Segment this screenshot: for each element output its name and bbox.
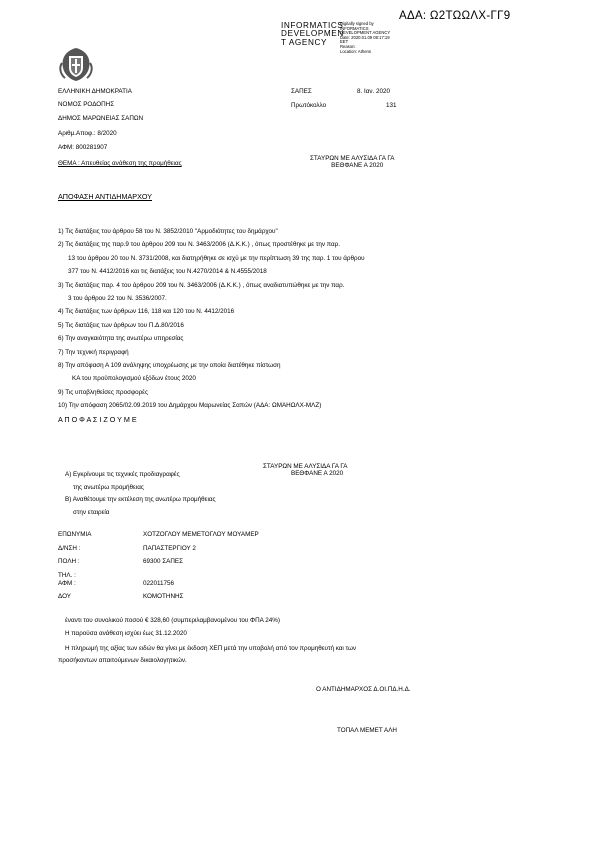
ada-header: ΑΔΑ: Ω2ΤΩΩΛΧ-ΓΓ9: [399, 10, 511, 22]
amount-line: έναντι του συνολικού ποσού € 328,60 (συμπεριλαμβανομένου του ΦΠΑ 24%): [65, 617, 280, 624]
vendor-label: ΑΦΜ :: [58, 580, 76, 587]
signer-name: ΤΟΠΑΛ ΜΕΜΕΤ ΑΛΗ: [337, 727, 397, 734]
decision-number: Αριθμ.Αποφ.: 8/2020: [58, 130, 117, 137]
consideration-item: 9) Τις υποβληθείσες προσφορές: [58, 388, 149, 396]
date: 8. Ιαν. 2020: [357, 88, 391, 95]
vendor-label: ΠΟΛΗ :: [58, 558, 80, 565]
stamp-top: [310, 155, 394, 169]
prefecture-name: ΝΟΜΟΣ ΡΟΔΟΠΗΣ: [58, 101, 115, 108]
stamp-line: ΒΕΘΦΑΝΕ Α 2020: [291, 470, 344, 477]
signature-line: Location: Athens: [340, 48, 371, 54]
vendor-label: ΔΟΥ: [58, 593, 71, 600]
consideration-item: 4) Τις διατάξεις των άρθρων 116, 118 και 120 του Ν. 4412/2016: [58, 308, 235, 316]
stamp-line: ΒΕΘΦΑΝΕ Α 2020: [331, 162, 384, 169]
consideration-item: 5) Τις διατάξεις των άρθρων του Π.Δ.80/2016: [58, 321, 184, 329]
decisions-list: [65, 469, 216, 519]
signature-line: Reason:: [340, 43, 356, 49]
agency-line: DEVELOPMEN: [281, 29, 344, 39]
vendor-label: ΕΠΩΝΥΜΙΑ: [58, 531, 92, 538]
considerations-list: [58, 225, 365, 413]
stamp-mid: [263, 463, 347, 477]
payment-line: προσήκοντων απαιτούμενων δικαιολογητικών.: [58, 657, 187, 664]
digital-signature-details: [340, 22, 390, 54]
consideration-item: 377 του Ν. 4412/2016 και τις διατάξεις του Ν.4270/2014 & Ν.4555/2018: [68, 268, 267, 276]
consideration-item: 3) Τις διατάξεις παρ. 4 του άρθρου 209 του Ν. 3463/2006 (Δ.Κ.Κ.) , όπως αναδιατυπώθηκε με την παρ.: [58, 281, 345, 289]
consideration-item: 10) Την απόφαση 2065/02.09.2019 του Δημάρχου Μαρωνείας Σαπών (ΑΔΑ: ΩΜΑΗΩΛΧ-ΜΛΖ): [58, 402, 322, 410]
signature-line: EET: [340, 39, 349, 45]
place: ΣΑΠΕΣ: [291, 88, 312, 95]
municipality-name: ΔΗΜΟΣ ΜΑΡΩΝΕΙΑΣ ΣΑΠΩΝ: [58, 115, 144, 122]
decision-item: Β) Αναθέτουμε την εκτέλεση της ανωτέρω προμήθειας: [65, 496, 216, 503]
consideration-item: 8) Την απόφαση Α 109 ανάληψης υποχρέωσης με την οποία διατέθηκε πίστωση: [58, 362, 281, 370]
subject-line: ΘΕΜΑ : Απευθείας ανάθεση της προμήθειας: [58, 160, 182, 167]
stamp-line: ΣΤΑΥΡΩΝ ΜΕ ΑΛΥΣΙΔΑ ΓΑ ΓΑ: [310, 155, 395, 162]
payment-terms: [58, 643, 357, 667]
vendor-value: 69300 ΣΑΠΕΣ: [143, 558, 183, 565]
consideration-item: ΚΑ του προϋπολογισμού εξόδων έτους 2020: [72, 375, 196, 383]
signature-line: Date: 2020.01.09 08:17:19: [340, 34, 390, 40]
coat-of-arms-icon: [56, 43, 96, 85]
agency-name: [281, 22, 344, 47]
vendor-value: 022011756: [143, 580, 175, 587]
vendor-value: ΚΟΜΟΤΗΝΗΣ: [143, 593, 184, 600]
consideration-item: 2) Τις διατάξεις της παρ.9 του άρθρου 209 του Ν. 3463/2006 (Δ.Κ.Κ.) , όπως προστέθηκε με την παρ.: [58, 241, 340, 249]
tax-id: ΑΦΜ: 800281907: [58, 144, 108, 151]
vendor-label: Δ/ΝΣΗ :: [58, 545, 81, 552]
consideration-item: 1) Τις διατάξεις του άρθρου 58 του Ν. 3852/2010 "Αρμοδιότητες του δημάρχου": [58, 228, 278, 235]
payment-line: Η πληρωμή της αξίας των ειδών θα γίνει με έκδοση ΧΕΠ μετά την υποβολή από τον προμηθευτή και των: [65, 645, 357, 652]
decide-heading: Α Π Ο Φ Α Σ Ι Ζ Ο Υ Μ Ε: [58, 415, 137, 424]
protocol-number: 131: [386, 102, 397, 109]
signature-line: DEVELOPMENT AGENCY: [340, 30, 391, 36]
consideration-item: 6) Την αναγκαιότητα της ανωτέρω υπηρεσίας: [58, 335, 184, 343]
decision-item: της ανωτέρω προμήθειας: [73, 483, 144, 491]
signer-title: Ο ΑΝΤΙΔΗΜΑΡΧΟΣ Δ.ΟΙ.ΠΔ.Η.Δ.: [316, 686, 411, 693]
protocol-label: Πρωτόκολλο: [291, 102, 327, 109]
document-title: ΑΠΟΦΑΣΗ ΑΝΤΙΔΗΜΑΡΧΟΥ: [58, 192, 153, 201]
consideration-item: 7) Την τεχνική περιγραφή: [58, 348, 129, 356]
decision-item: στην εταιρεία: [73, 508, 110, 516]
vendor-label: ΤΗΛ. :: [58, 572, 76, 579]
decision-item: Α) Εγκρίνουμε τις τεχνικές προδιαγραφές: [65, 471, 180, 478]
consideration-item: 3 του άρθρου 22 του Ν. 3536/2007.: [68, 295, 167, 303]
signature-line: Digitally signed by: [340, 21, 374, 26]
country-name: ΕΛΛΗΝΙΚΗ ΔΗΜΟΚΡΑΤΙΑ: [58, 88, 132, 95]
vendor-value: ΧΟΤΖΟΓΛΟΥ ΜΕΜΕΤΟΓΛΟΥ ΜΟΥΑΜΕΡ: [143, 531, 259, 538]
agency-line: INFORMATICS: [281, 21, 344, 30]
vendor-value: ΠΑΠΑΣΤΕΡΓΙΟΥ 2: [143, 545, 196, 552]
validity-line: Η παρούσα ανάθεση ισχύει έως 31.12.2020: [65, 630, 187, 637]
signature-line: INFORMATICS: [340, 25, 369, 31]
stamp-line: ΣΤΑΥΡΩΝ ΜΕ ΑΛΥΣΙΔΑ ΓΑ ΓΑ: [263, 463, 348, 470]
consideration-item: 13 του άρθρου 20 του Ν. 3731/2008, και διατηρήθηκε σε ισχύ με την περίπτωση 39 της παρ. 1 του άρθρου: [68, 254, 365, 262]
agency-line: T AGENCY: [281, 37, 328, 47]
